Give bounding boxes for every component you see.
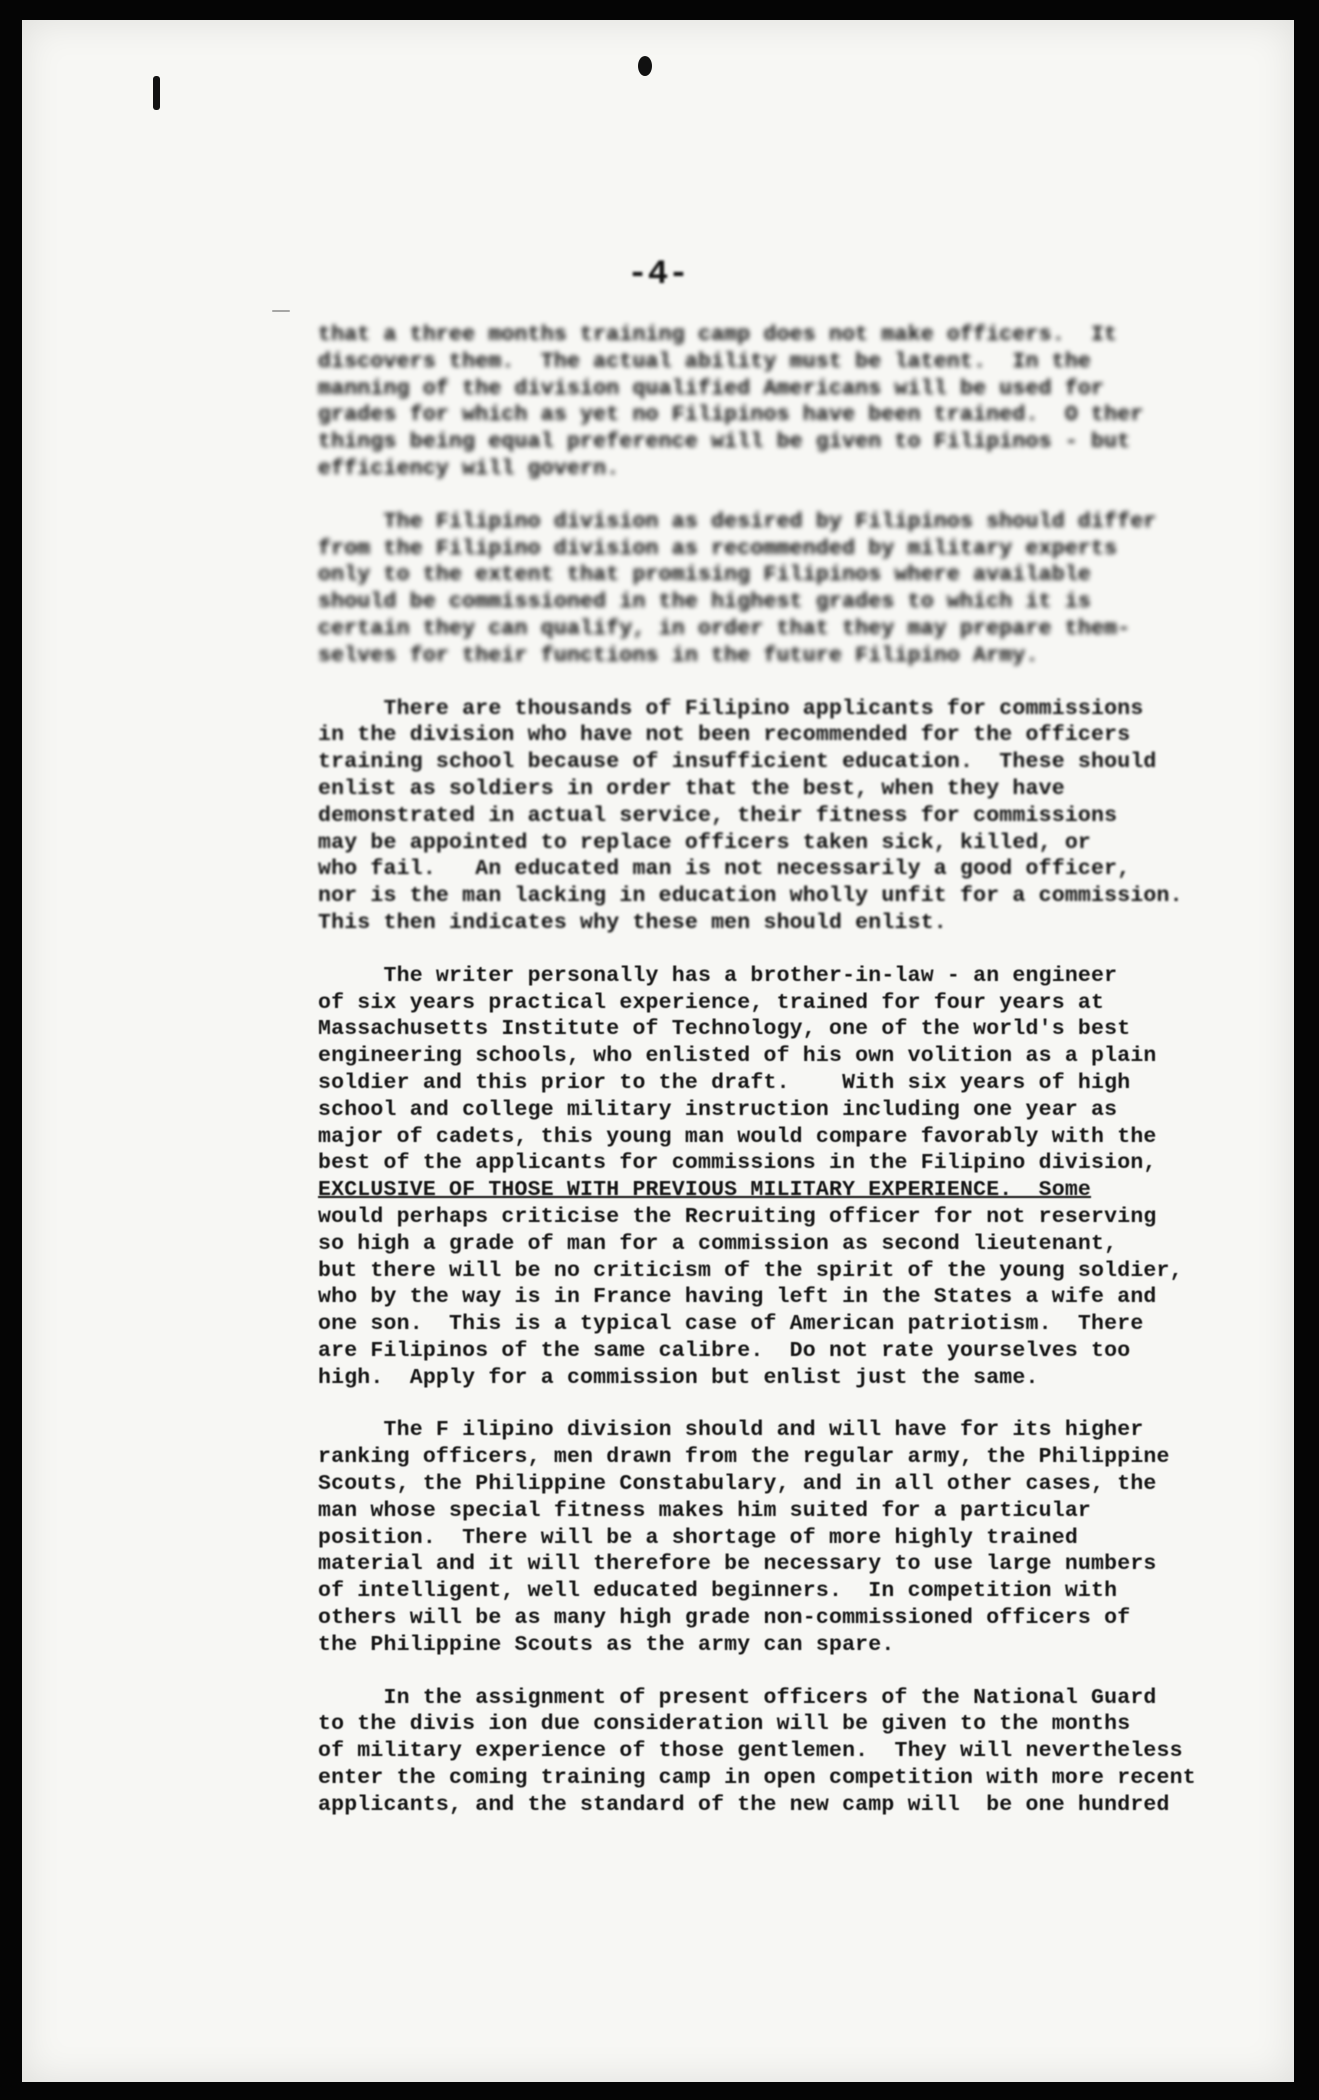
text-line: others will be as many high grade non-commissioned officers of — [318, 1606, 1131, 1631]
text-line: demonstrated in actual service, their fitness for commissions — [318, 803, 1118, 828]
text-line: grades for which as yet no Filipinos have been trained. O ther — [318, 403, 1144, 428]
text-line: Scouts, the Philippine Constabulary, and in all other cases, the — [318, 1472, 1157, 1497]
text-line: The writer personally has a brother-in-law - an engineer — [318, 963, 1118, 988]
text-line: one son. This is a typical case of American patriotism. There — [318, 1312, 1144, 1337]
body-text — [318, 322, 1196, 1845]
text-line: only to the extent that promising Filipinos where available — [318, 563, 1092, 588]
text-line: There are thousands of Filipino applicants for commissions — [318, 696, 1144, 721]
text-line: would perhaps criticise the Recruiting officer for not reserving — [318, 1204, 1157, 1229]
text-line: manning of the division qualified Americans will be used for — [318, 376, 1105, 401]
text-line: applicants, and the standard of the new camp will be one hundred — [318, 1792, 1170, 1817]
text-line: of intelligent, well educated beginners. In competition with — [318, 1579, 1118, 1604]
text-line: to the divis ion due consideration will be given to the months — [318, 1712, 1131, 1737]
paragraph-6 — [318, 1685, 1196, 1819]
text-line: are Filipinos of the same calibre. Do not rate yourselves too — [318, 1338, 1131, 1363]
page-number: -4- — [627, 256, 689, 294]
text-line: man whose special fitness makes him suited for a particular — [318, 1498, 1092, 1523]
emphasized-text-line: EXCLUSIVE OF THOSE WITH PREVIOUS MILITARY EXPERIENCE. Some — [318, 1178, 1092, 1203]
text-line: from the Filipino division as recommended by military experts — [318, 536, 1118, 561]
text-line: selves for their functions in the future Filipino Army. — [318, 643, 1039, 668]
text-line: high. Apply for a commission but enlist just the same. — [318, 1365, 1039, 1390]
text-line: so high a grade of man for a commission as second lieutenant, — [318, 1231, 1118, 1256]
text-line: the Philippine Scouts as the army can spare. — [318, 1632, 895, 1657]
paragraph-4 — [318, 963, 1188, 1392]
text-line: of military experience of those gentlemen. They will nevertheless — [318, 1739, 1183, 1764]
text-line: may be appointed to replace officers taken sick, killed, or — [318, 830, 1092, 855]
text-line: material and it will therefore be necessary to use large numbers — [318, 1552, 1157, 1577]
text-line: soldier and this prior to the draft. With six years of high — [318, 1070, 1131, 1095]
text-line: In the assignment of present officers of the National Guard — [318, 1685, 1157, 1710]
text-line: things being equal preference will be given to Filipinos - but — [318, 430, 1131, 455]
text-line: enlist as soldiers in order that the best, when they have — [318, 776, 1065, 801]
text-line: in the division who have not been recommended for the officers — [318, 723, 1131, 748]
paragraph-5 — [318, 1417, 1188, 1658]
text-line: position. There will be a shortage of more highly trained — [318, 1525, 1078, 1550]
paragraph-1 — [318, 322, 1188, 483]
text-line: certain they can qualify, in order that they may prepare them- — [318, 616, 1131, 641]
text-line: that a three months training camp does not make officers. It — [318, 323, 1118, 347]
text-line: best of the applicants for commissions in the Filipino division, — [318, 1151, 1157, 1176]
film-speck — [272, 310, 290, 312]
text-line: discovers them. The actual ability must be latent. In the — [318, 349, 1092, 374]
text-line: ranking officers, men drawn from the regular army, the Philippine — [318, 1445, 1170, 1470]
text-line: who fail. An educated man is not necessarily a good officer, — [318, 857, 1131, 882]
text-line: The F ilipino division should and will have for its higher — [318, 1418, 1144, 1443]
paragraph-3 — [318, 696, 1188, 937]
text-line: school and college military instruction including one year as — [318, 1097, 1118, 1122]
text-line: enter the coming training camp in open competition with more recent — [318, 1766, 1196, 1791]
text-line: The Filipino division as desired by Filipinos should differ — [318, 509, 1157, 534]
text-line: who by the way is in France having left in the States a wife and — [318, 1285, 1157, 1310]
text-line: Massachusetts Institute of Technology, one of the world's best — [318, 1017, 1131, 1042]
text-line: of six years practical experience, trained for four years at — [318, 990, 1105, 1015]
text-line: training school because of insufficient education. These should — [318, 750, 1157, 775]
text-line: efficiency will govern. — [318, 456, 620, 481]
text-line: should be commissioned in the highest grades to which it is — [318, 590, 1092, 615]
film-speck — [638, 56, 652, 76]
text-line: engineering schools, who enlisted of his own volition as a plain — [318, 1044, 1157, 1069]
text-line: major of cadets, this young man would compare favorably with the — [318, 1124, 1157, 1149]
text-line: but there will be no criticism of the spirit of the young soldier, — [318, 1258, 1183, 1283]
film-speck — [153, 76, 160, 110]
text-line: This then indicates why these men should enlist. — [318, 910, 947, 935]
paragraph-2 — [318, 509, 1188, 670]
text-line: nor is the man lacking in education wholly unfit for a commission. — [318, 884, 1183, 909]
